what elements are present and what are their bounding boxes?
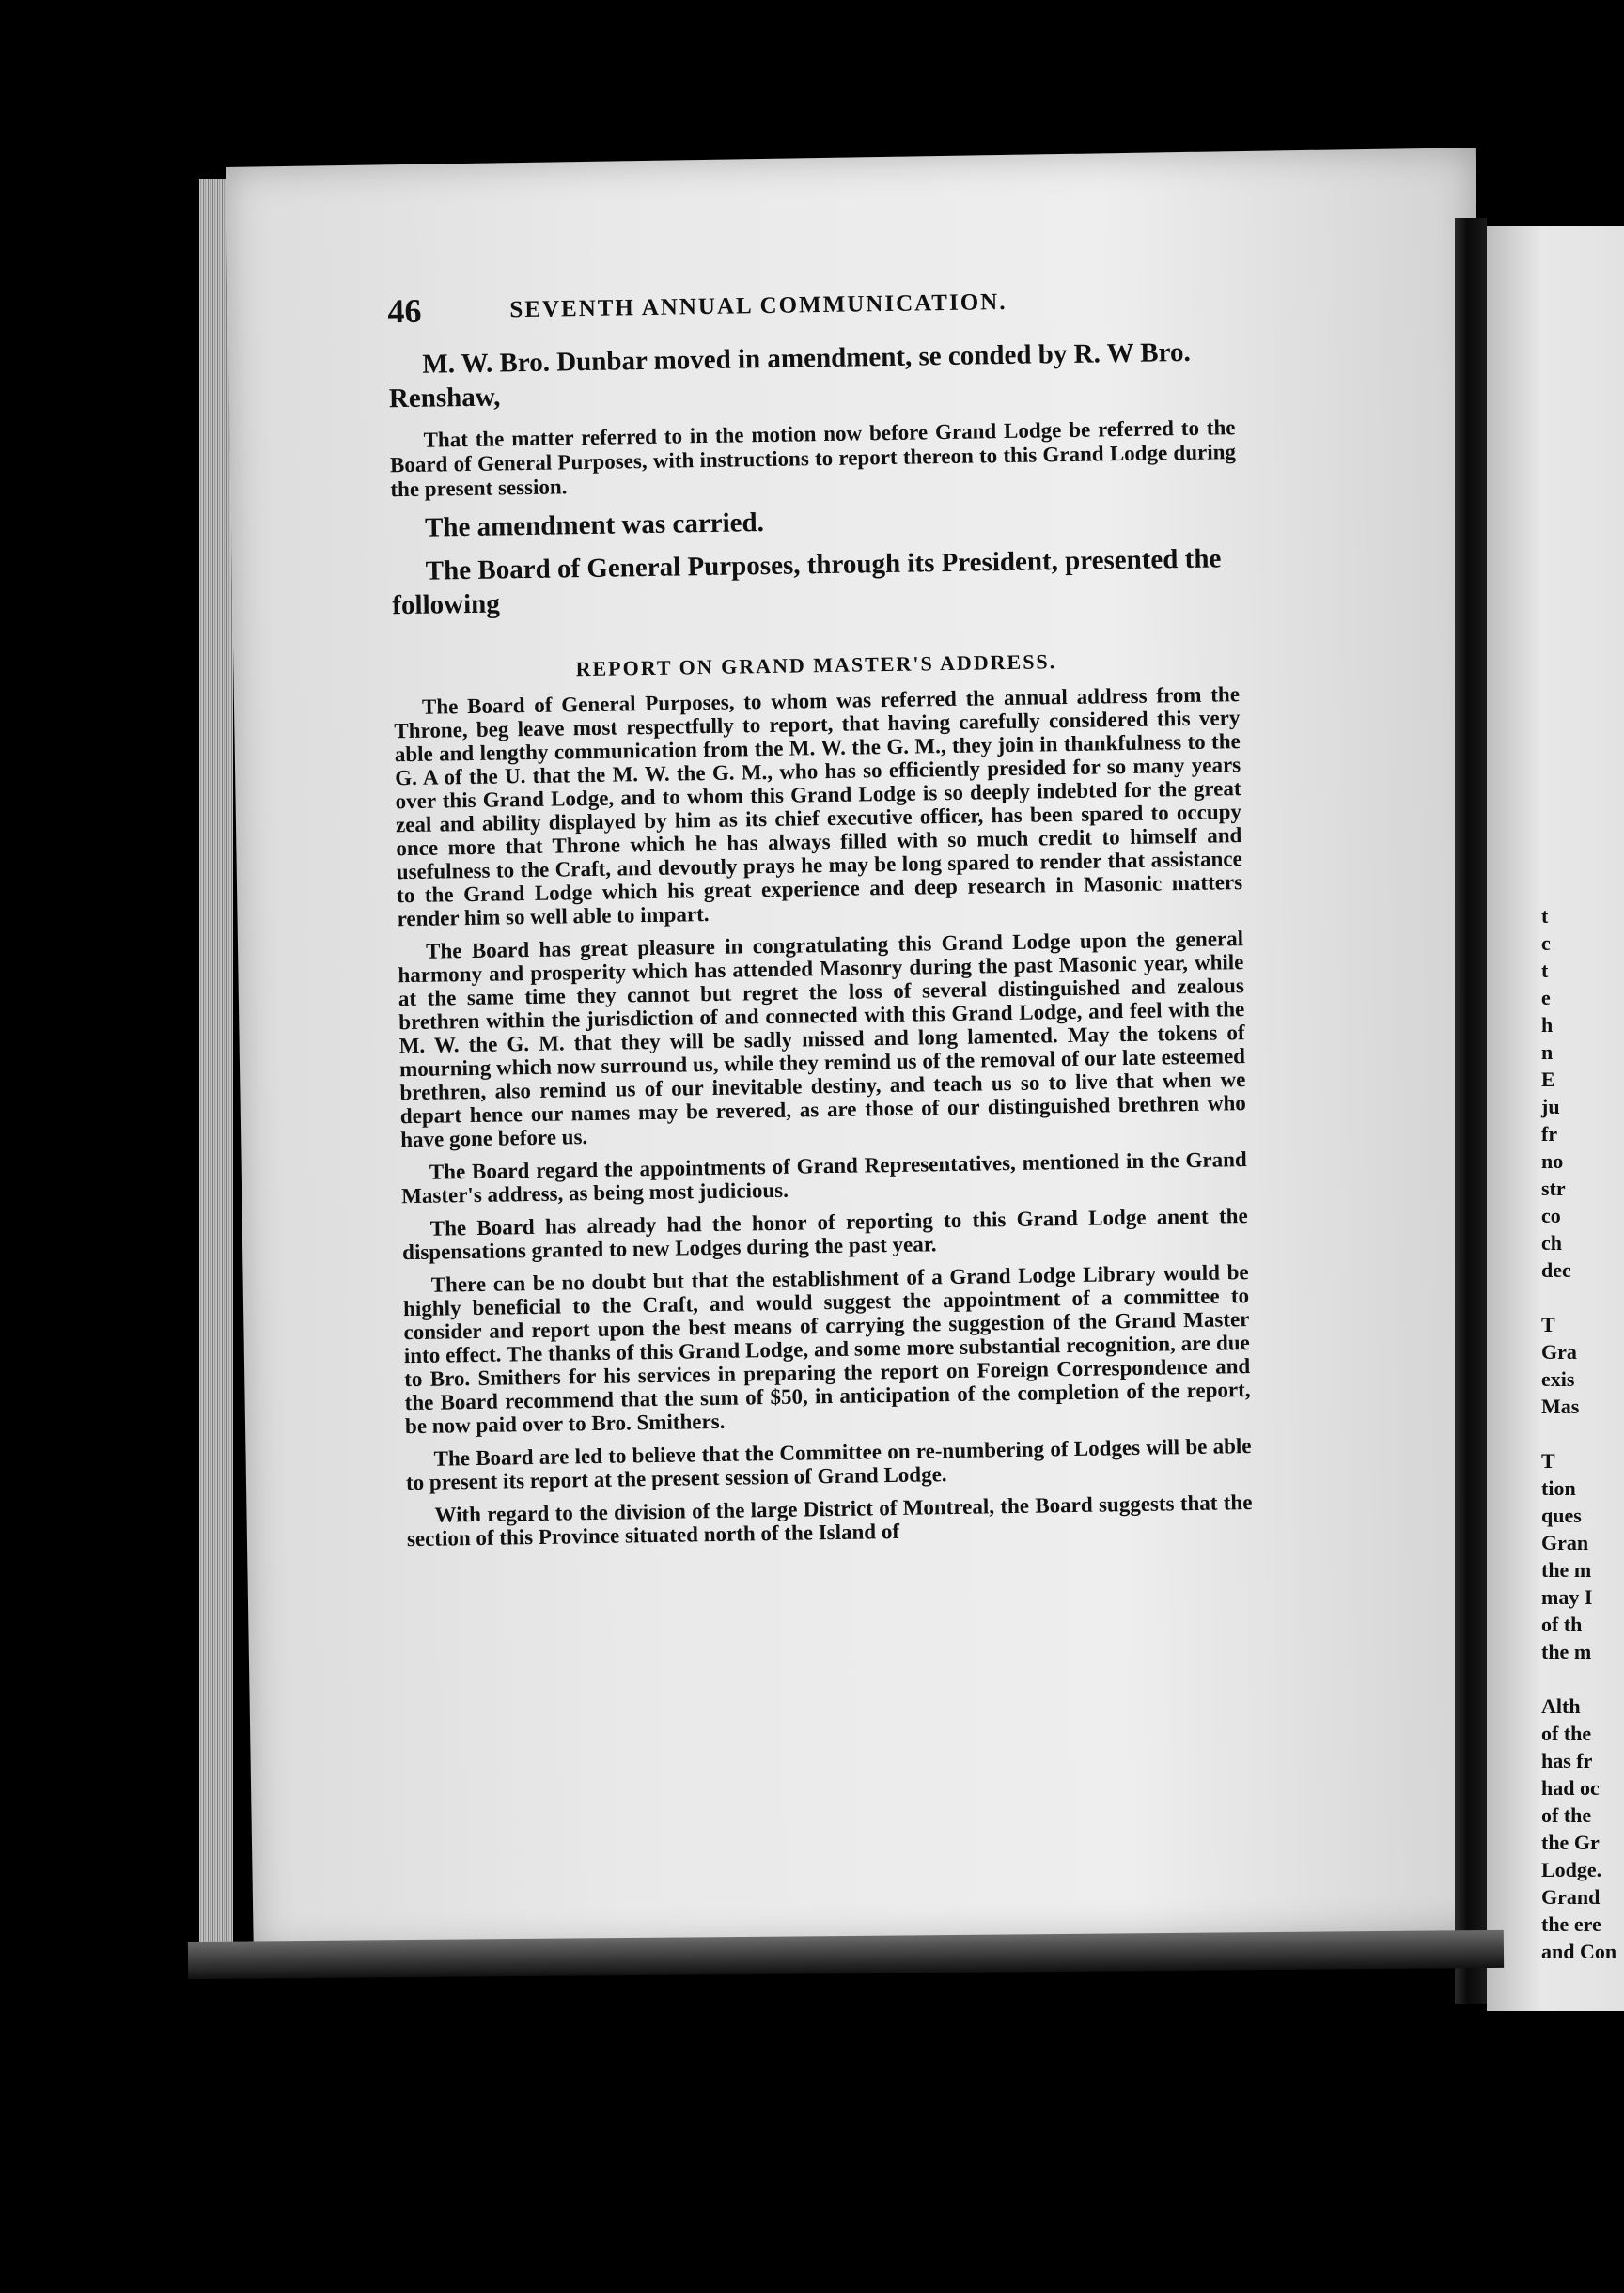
page-number: 46: [387, 291, 422, 331]
report-paragraph: With regard to the division of the large District of Montreal, the Board suggests that the section of this Province situated north of the Island of: [406, 1490, 1253, 1552]
report-paragraph: The Board of General Purposes, to whom was referred the annual address from the Throne, beg leave most respectfully to report, that having carefully considered this very able and lengthy communication from the M. W. the G. M., they join in thankfulness to the G. A of the U. that the M. W. the G. M., who has so efficiently presided for so many years over this Grand Lodge, and to whom this Grand Lodge is so deeply indebted for the great zeal and ability displayed by him as its chief executive officer, has been spared to occupy once more that Throne which he has always filled with so much credit to himself and usefulness to the Craft, and devoutly prays he may be long spared to render that assistance to the Grand Lodge which his great experience and deep research in Masonic matters render him so well able to impart.: [394, 682, 1243, 931]
left-page: [226, 148, 1504, 1953]
right-page-fragments: t c t e h n E ju fr no str co ch dec T Gra exis Mas T tion ques Gran the m may I of th the m Alth of the has fr had oc of the the Gr Lodge. Grand the ere and Con: [1541, 904, 1617, 1963]
report-paragraph: The Board has great pleasure in congratulating this Grand Lodge upon the general harmony and prosperity which has attended Masonry during the past Masonic year, while at the same time they cannot but regret the loss of several distinguished and zealous brethren within the jurisdiction of and connected with this Grand Lodge, and feel with the M. W. the G. M. that they will be sadly missed and long lamented. May the tokens of mourning which now surround us, while they remind us of the removal of our late esteemed brethren, also remind us of our inevitable destiny, and teach us so to live that when we depart hence our names may be revered, as are those of our distinguished brethren who have gone before us.: [398, 927, 1246, 1152]
page-edges: [199, 179, 233, 1945]
report-paragraph: The Board are led to believe that the Committee on re-numbering of Lodges will be able to present its report at the present session of Grand Lodge.: [405, 1434, 1252, 1495]
page-content: [387, 278, 1253, 1551]
report-title: REPORT ON GRAND MASTER'S ADDRESS.: [575, 649, 1057, 681]
amendment-text: That the matter referred to in the motion now before Grand Lodge be referred to the Board of General Purposes, with instructions to report thereon to this Grand Lodge during the present session.: [389, 415, 1237, 502]
book-gutter: [1455, 218, 1487, 2004]
motion-line: M. W. Bro. Dunbar moved in amendment, se conded by R. W Bro. Renshaw,: [388, 336, 1191, 414]
board-intro: The Board of General Purposes, through its President, presented the following: [392, 543, 1222, 621]
report-paragraph: The Board regard the appointments of Grand Representatives, mentioned in the Grand Master's address, as being most judicious.: [401, 1147, 1247, 1209]
report-paragraph: The Board has already had the honor of reporting to this Grand Lodge anent the dispensations granted to new Lodges during the past year.: [401, 1204, 1248, 1265]
running-head: [387, 278, 1234, 338]
running-title: SEVENTH ANNUAL COMMUNICATION.: [509, 289, 1007, 323]
carried-line: The amendment was carried.: [424, 507, 765, 543]
report-paragraph: There can be no doubt but that the establishment of a Grand Lodge Library would be highly beneficial to the Craft, and would suggest the appointment of a committee to consider and report upon the best means of carrying the suggestion of the Grand Master into effect. The thanks of this Grand Lodge, and some more substantial recognition, are due to Bro. Smithers for his services in preparing the report on Foreign Correspondence and the Board recommend that the sum of $50, in anticipation of the completion of the report, be now paid over to Bro. Smithers.: [402, 1260, 1251, 1439]
